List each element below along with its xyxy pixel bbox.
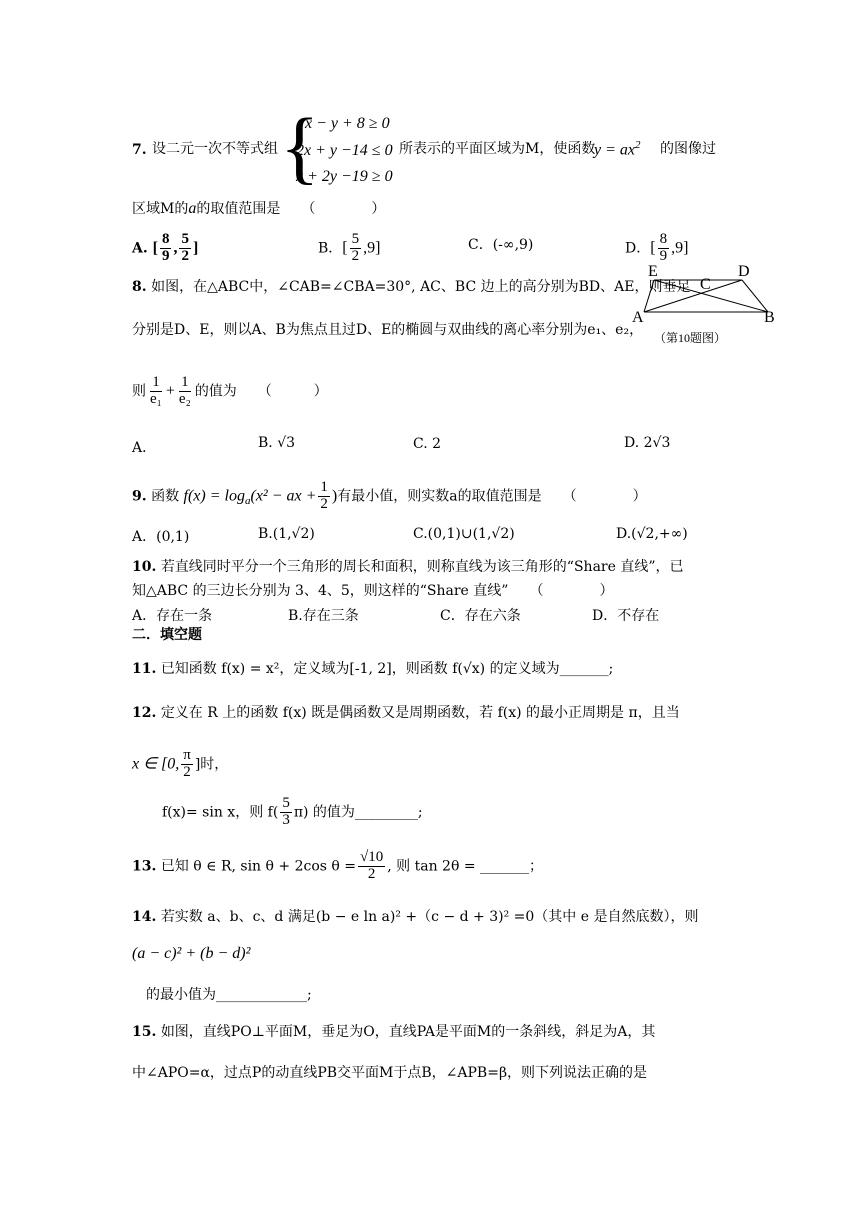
q12-line3: f(x)= sin x，则 f( $\frac{5}{3}$ π) 的值为_________; xyxy=(162,795,423,828)
segment-db xyxy=(742,280,768,312)
q12-line2: x ∈ [0, $\frac{\pi}{2}$ ]时， xyxy=(132,747,229,780)
label-d: D xyxy=(738,263,750,280)
label-c: C xyxy=(700,276,711,293)
q10-line1: 10. 若直线同时平分一个三角形的周长和面积，则称直线为该三角形的“Share 直线”，已 xyxy=(132,559,684,575)
q7-number: 7. xyxy=(132,142,147,158)
q7-option-a: A. [ $\frac{8}{9}$ , $\frac{5}{2}$ ] xyxy=(132,231,199,264)
figure-caption: （第10题图） xyxy=(654,331,727,345)
q10-option-c: C．存在六条 xyxy=(440,608,521,624)
q14-line3: 的最小值为_____________; xyxy=(146,987,312,1003)
segment-ad xyxy=(644,280,742,312)
q7-option-d: D．[ $\frac{8}{9}$ ,9] xyxy=(625,231,689,264)
q14-line1: 14. 若实数 a、b、c、d 满足(b − e ln a)² +（c − d + 3)² =0（其中 e 是自然底数），则 xyxy=(132,909,699,925)
q7-line2: 区域M的a的取值范围是 （ ） xyxy=(132,200,386,217)
system-brace: { xyxy=(280,101,320,192)
q8-option-d: D. 2√3 xyxy=(624,435,671,451)
label-e: E xyxy=(648,263,658,280)
q13-line: 13. 已知 θ ∈ R, sin θ + 2cos θ = $\frac{√10}{2}$ , 则 tan 2θ = _______； xyxy=(132,849,544,882)
q7-text: 设二元一次不等式组 xyxy=(152,141,278,157)
q8-triangle-figure xyxy=(630,262,790,352)
q9-option-b: B.(1,√2) xyxy=(258,526,315,542)
q8-line2: 分别是D、E，则以A、B为焦点且过D、E的椭圆与双曲线的离心率分别为e₁、e₂， xyxy=(132,322,644,338)
segment-ae xyxy=(644,280,654,312)
q15-line2: 中∠APO=α，过点P的动直线PB交平面M于点B，∠APB=β，则下列说法正确的是 xyxy=(132,1065,648,1081)
label-a: A xyxy=(632,309,644,326)
q7-inequality-2: 2x + y −14 ≤ 0 xyxy=(296,142,393,159)
q7-text-post: 的图像过 xyxy=(660,141,716,157)
q8-option-a: A． xyxy=(132,440,157,456)
q8-line3: 则 $\frac{1}{\text{e₁}}$ + $\frac{1}{\text{e₂}}$ 的值为 （ ） xyxy=(132,374,328,407)
q7-function: $y = ax^2$ xyxy=(594,139,641,159)
q7-inequality-3: x + 2y −19 ≥ 0 xyxy=(296,168,393,185)
q15-line1: 15. 如图，直线PO⊥平面M，垂足为O，直线PA是平面M的一条斜线，斜足为A，其 xyxy=(132,1024,656,1040)
q7-option-c: C．(-∞,9) xyxy=(468,237,534,253)
q10-option-a: A．存在一条 xyxy=(132,608,213,624)
label-b: B xyxy=(764,309,775,326)
q9-option-d: D.(√2,+∞) xyxy=(616,526,688,542)
q10-option-d: D．不存在 xyxy=(592,608,660,624)
q7-text-mid: 所表示的平面区域为M，使函数 xyxy=(399,141,596,157)
q10-line2: 知△ABC 的三边长分别为 3、4、5，则这样的“Share 直线” （ ） xyxy=(132,583,614,599)
q8-line1: 8. 如图，在△ABC中，∠CAB=∠CBA=30°, AC、BC 边上的高分别为BD、AE，则垂足 xyxy=(132,279,691,295)
q12-line1: 12. 定义在 R 上的函数 f(x) 既是偶函数又是周期函数，若 f(x) 的最小正周期是 π，且当 xyxy=(132,705,680,721)
segment-eb xyxy=(654,280,768,312)
q14-line2: (a − c)² + (b − d)² xyxy=(132,945,251,962)
q8-option-b: B. √3 xyxy=(258,435,296,451)
q9-line: 9. 函数 $f(x) = \log_a(x^2$ − ax + $\frac{1}{2}$ )有最小值，则实数a的取值范围是 （ ） xyxy=(132,479,647,512)
q7-inequality-1: x − y + 8 ≥ 0 xyxy=(305,115,390,132)
q8-option-c: C. 2 xyxy=(413,436,442,452)
q9-option-c: C.(0,1)∪(1,√2) xyxy=(413,526,515,542)
q10-option-b: B.存在三条 xyxy=(288,608,359,624)
section-fill-in-heading: 二．填空题 xyxy=(132,627,202,643)
q9-option-a: A．(0,1) xyxy=(132,529,190,545)
q11-line: 11. 已知函数 f(x) = x²，定义域为[-1, 2]，则函数 f(√x) 的定义域为_______; xyxy=(132,661,614,677)
q7-option-b: B．[ $\frac{5}{2}$ ,9] xyxy=(318,231,381,264)
